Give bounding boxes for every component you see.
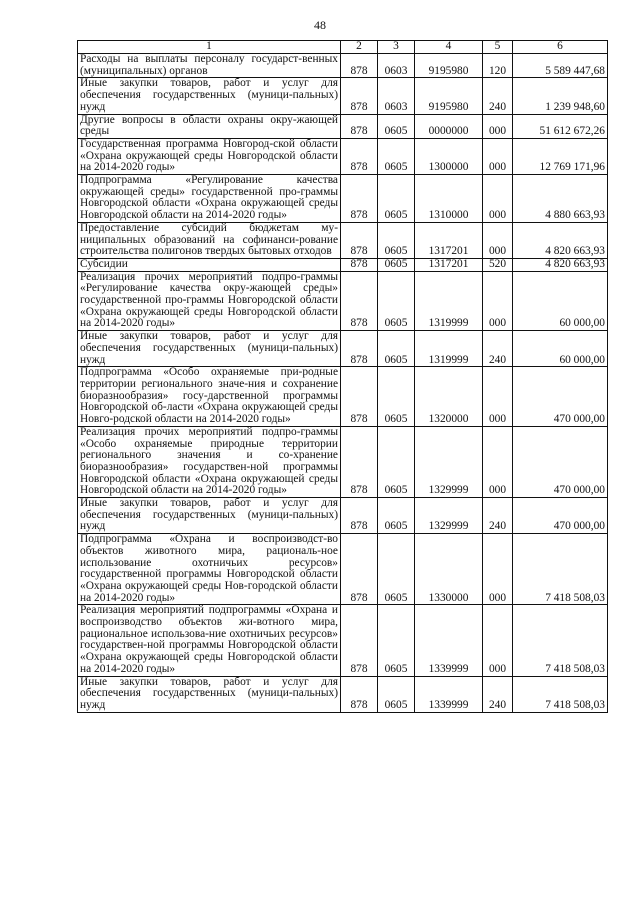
row-description <box>78 78 341 114</box>
table-row <box>78 78 608 114</box>
row-code-target: 1339999 <box>415 676 483 712</box>
row-code-section: 0605 <box>378 498 415 534</box>
row-code-admin: 878 <box>341 426 378 497</box>
table-row <box>78 676 608 712</box>
table-row <box>78 331 608 367</box>
budget-table <box>77 40 608 713</box>
row-code-section: 0605 <box>378 605 415 676</box>
row-code-admin: 878 <box>341 534 378 605</box>
column-header: 4 <box>415 41 483 54</box>
row-code-admin: 878 <box>341 271 378 331</box>
table-row <box>78 54 608 78</box>
row-code-section: 0605 <box>378 222 415 258</box>
row-description <box>78 54 341 78</box>
row-description-text: Расходы на выплаты персоналу государст-венных (муниципальных) органов <box>80 53 338 77</box>
row-code-target: 1317201 <box>415 258 483 271</box>
row-code-admin: 878 <box>341 175 378 223</box>
table-header-row <box>78 41 608 54</box>
table-row <box>78 258 608 271</box>
row-code-admin: 878 <box>341 54 378 78</box>
row-description <box>78 534 341 605</box>
row-code-target: 9195980 <box>415 78 483 114</box>
row-description <box>78 331 341 367</box>
row-code-section: 0605 <box>378 676 415 712</box>
row-description <box>78 605 341 676</box>
row-amount: 7 418 508,03 <box>513 605 608 676</box>
row-code-expense-type: 000 <box>483 605 513 676</box>
row-code-expense-type: 120 <box>483 54 513 78</box>
row-code-target: 1310000 <box>415 175 483 223</box>
row-amount: 5 589 447,68 <box>513 54 608 78</box>
table-row <box>78 175 608 223</box>
row-code-expense-type: 000 <box>483 222 513 258</box>
row-description <box>78 367 341 427</box>
row-description-text: Иные закупки товаров, работ и услуг для обеспечения государственных (муници-пальных) нужд <box>80 77 338 113</box>
row-amount: 470 000,00 <box>513 498 608 534</box>
row-code-expense-type: 000 <box>483 138 513 174</box>
row-amount: 7 418 508,03 <box>513 534 608 605</box>
row-code-admin: 878 <box>341 222 378 258</box>
row-code-section: 0605 <box>378 175 415 223</box>
row-description-text: Иные закупки товаров, работ и услуг для обеспечения государственных (муници-пальных) нужд <box>80 330 338 366</box>
row-amount: 60 000,00 <box>513 271 608 331</box>
row-code-admin: 878 <box>341 676 378 712</box>
row-code-section: 0605 <box>378 114 415 138</box>
table-row <box>78 138 608 174</box>
row-code-section: 0605 <box>378 138 415 174</box>
row-code-section: 0605 <box>378 426 415 497</box>
row-code-expense-type: 520 <box>483 258 513 271</box>
row-description-text: Субсидии <box>80 257 128 270</box>
row-code-target: 0000000 <box>415 114 483 138</box>
column-header: 3 <box>378 41 415 54</box>
row-code-section: 0605 <box>378 534 415 605</box>
row-description <box>78 114 341 138</box>
row-code-admin: 878 <box>341 138 378 174</box>
row-code-expense-type: 000 <box>483 175 513 223</box>
row-code-target: 1339999 <box>415 605 483 676</box>
row-code-expense-type: 000 <box>483 114 513 138</box>
row-code-admin: 878 <box>341 258 378 271</box>
row-description-text: Реализация прочих мероприятий подпро-граммы «Особо охраняемые природные территории регионального значения и со-хранение биоразнообразия» государствен-ной программы Новгородской области «Охрана окружающей среды Новгородской области на 2014-2020 годы» <box>80 425 338 497</box>
row-description <box>78 258 341 271</box>
row-amount: 4 880 663,93 <box>513 175 608 223</box>
row-description-text: Подпрограмма «Регулирование качества окружающей среды» государственной про-граммы Новгородской области «Охрана окружающей среды Новгородской области на 2014-2020 годы» <box>80 174 338 222</box>
row-amount: 7 418 508,03 <box>513 676 608 712</box>
row-description <box>78 271 341 331</box>
row-code-target: 1320000 <box>415 367 483 427</box>
row-description <box>78 676 341 712</box>
table-body <box>78 54 608 713</box>
row-code-admin: 878 <box>341 498 378 534</box>
row-code-admin: 878 <box>341 114 378 138</box>
row-code-section: 0605 <box>378 367 415 427</box>
row-amount: 4 820 663,93 <box>513 222 608 258</box>
row-code-target: 1329999 <box>415 426 483 497</box>
row-code-expense-type: 240 <box>483 498 513 534</box>
row-amount: 12 769 171,96 <box>513 138 608 174</box>
table-row <box>78 426 608 497</box>
row-description <box>78 138 341 174</box>
row-description <box>78 175 341 223</box>
row-code-expense-type: 000 <box>483 534 513 605</box>
row-code-target: 1300000 <box>415 138 483 174</box>
row-description <box>78 222 341 258</box>
row-code-target: 1319999 <box>415 271 483 331</box>
row-code-section: 0605 <box>378 331 415 367</box>
row-code-expense-type: 000 <box>483 426 513 497</box>
row-description-text: Государственная программа Новгород-ской области «Охрана окружающей среды Новгородской области на 2014-2020 годы» <box>80 137 338 174</box>
row-description <box>78 426 341 497</box>
row-code-target: 1317201 <box>415 222 483 258</box>
row-code-target: 1319999 <box>415 331 483 367</box>
row-description-text: Реализация прочих мероприятий подпро-граммы «Регулирование качества окру-жающей среды» государственной про-граммы Новгородской области «Охрана окружающей среды Новгородской области на 2014-2020 годы» <box>80 270 338 330</box>
row-amount: 51 612 672,26 <box>513 114 608 138</box>
row-code-target: 9195980 <box>415 54 483 78</box>
row-code-expense-type: 240 <box>483 331 513 367</box>
column-header: 2 <box>341 41 378 54</box>
table-row <box>78 534 608 605</box>
row-amount: 4 820 663,93 <box>513 258 608 271</box>
row-description-text: Предоставление субсидий бюджетам му-ниципальных образований на софинанси-рование строительства полигонов твердых бытовых отходов <box>80 221 338 258</box>
row-description-text: Реализация мероприятий подпрограммы «Охрана и воспроизводство объектов жи-вотного мира, рациональное использова-ние охотничьих ресурсов» государствен-ной программы Новгородской области «Охрана окружающей среды Новгородской области на 2014-2020 годы» <box>80 604 338 675</box>
column-header: 6 <box>513 41 608 54</box>
row-code-admin: 878 <box>341 331 378 367</box>
row-code-section: 0605 <box>378 271 415 331</box>
column-header: 5 <box>483 41 513 54</box>
table-row <box>78 222 608 258</box>
row-code-section: 0605 <box>378 258 415 271</box>
row-amount: 470 000,00 <box>513 426 608 497</box>
row-code-admin: 878 <box>341 78 378 114</box>
table-row <box>78 114 608 138</box>
row-code-target: 1329999 <box>415 498 483 534</box>
table-row <box>78 498 608 534</box>
row-amount: 1 239 948,60 <box>513 78 608 114</box>
row-code-admin: 878 <box>341 605 378 676</box>
row-description-text: Иные закупки товаров, работ и услуг для обеспечения государственных (муници-пальных) нужд <box>80 497 338 533</box>
row-description-text: Иные закупки товаров, работ и услуг для обеспечения государственных (муници-пальных) нужд <box>80 675 338 711</box>
row-code-expense-type: 000 <box>483 271 513 331</box>
row-description-text: Другие вопросы в области охраны окру-жающей среды <box>80 113 338 138</box>
page-number: 48 <box>314 18 326 32</box>
table-row <box>78 271 608 331</box>
row-code-target: 1330000 <box>415 534 483 605</box>
row-amount: 60 000,00 <box>513 331 608 367</box>
table-row <box>78 605 608 676</box>
row-code-section: 0603 <box>378 54 415 78</box>
row-code-expense-type: 240 <box>483 78 513 114</box>
row-code-expense-type: 000 <box>483 367 513 427</box>
row-code-admin: 878 <box>341 367 378 427</box>
row-code-section: 0603 <box>378 78 415 114</box>
row-description-text: Подпрограмма «Особо охраняемые при-родные территории регионального значе-ния и сохранение биоразнообразия» госу-дарственной программы Новгородской об-ласти «Охрана окружающей среды Новго-родской области на 2014-2020 годы» <box>80 366 338 426</box>
row-description-text: Подпрограмма «Охрана и воспроизводст-во объектов животного мира, рациональ-ное использование охотничьих ресурсов» государственной программы Новгородской области «Охрана окружающей среды Нов-городской области на 2014-2020 годы» <box>80 533 338 604</box>
row-code-expense-type: 240 <box>483 676 513 712</box>
column-header: 1 <box>78 41 341 54</box>
row-description <box>78 498 341 534</box>
row-amount: 470 000,00 <box>513 367 608 427</box>
table-row <box>78 367 608 427</box>
